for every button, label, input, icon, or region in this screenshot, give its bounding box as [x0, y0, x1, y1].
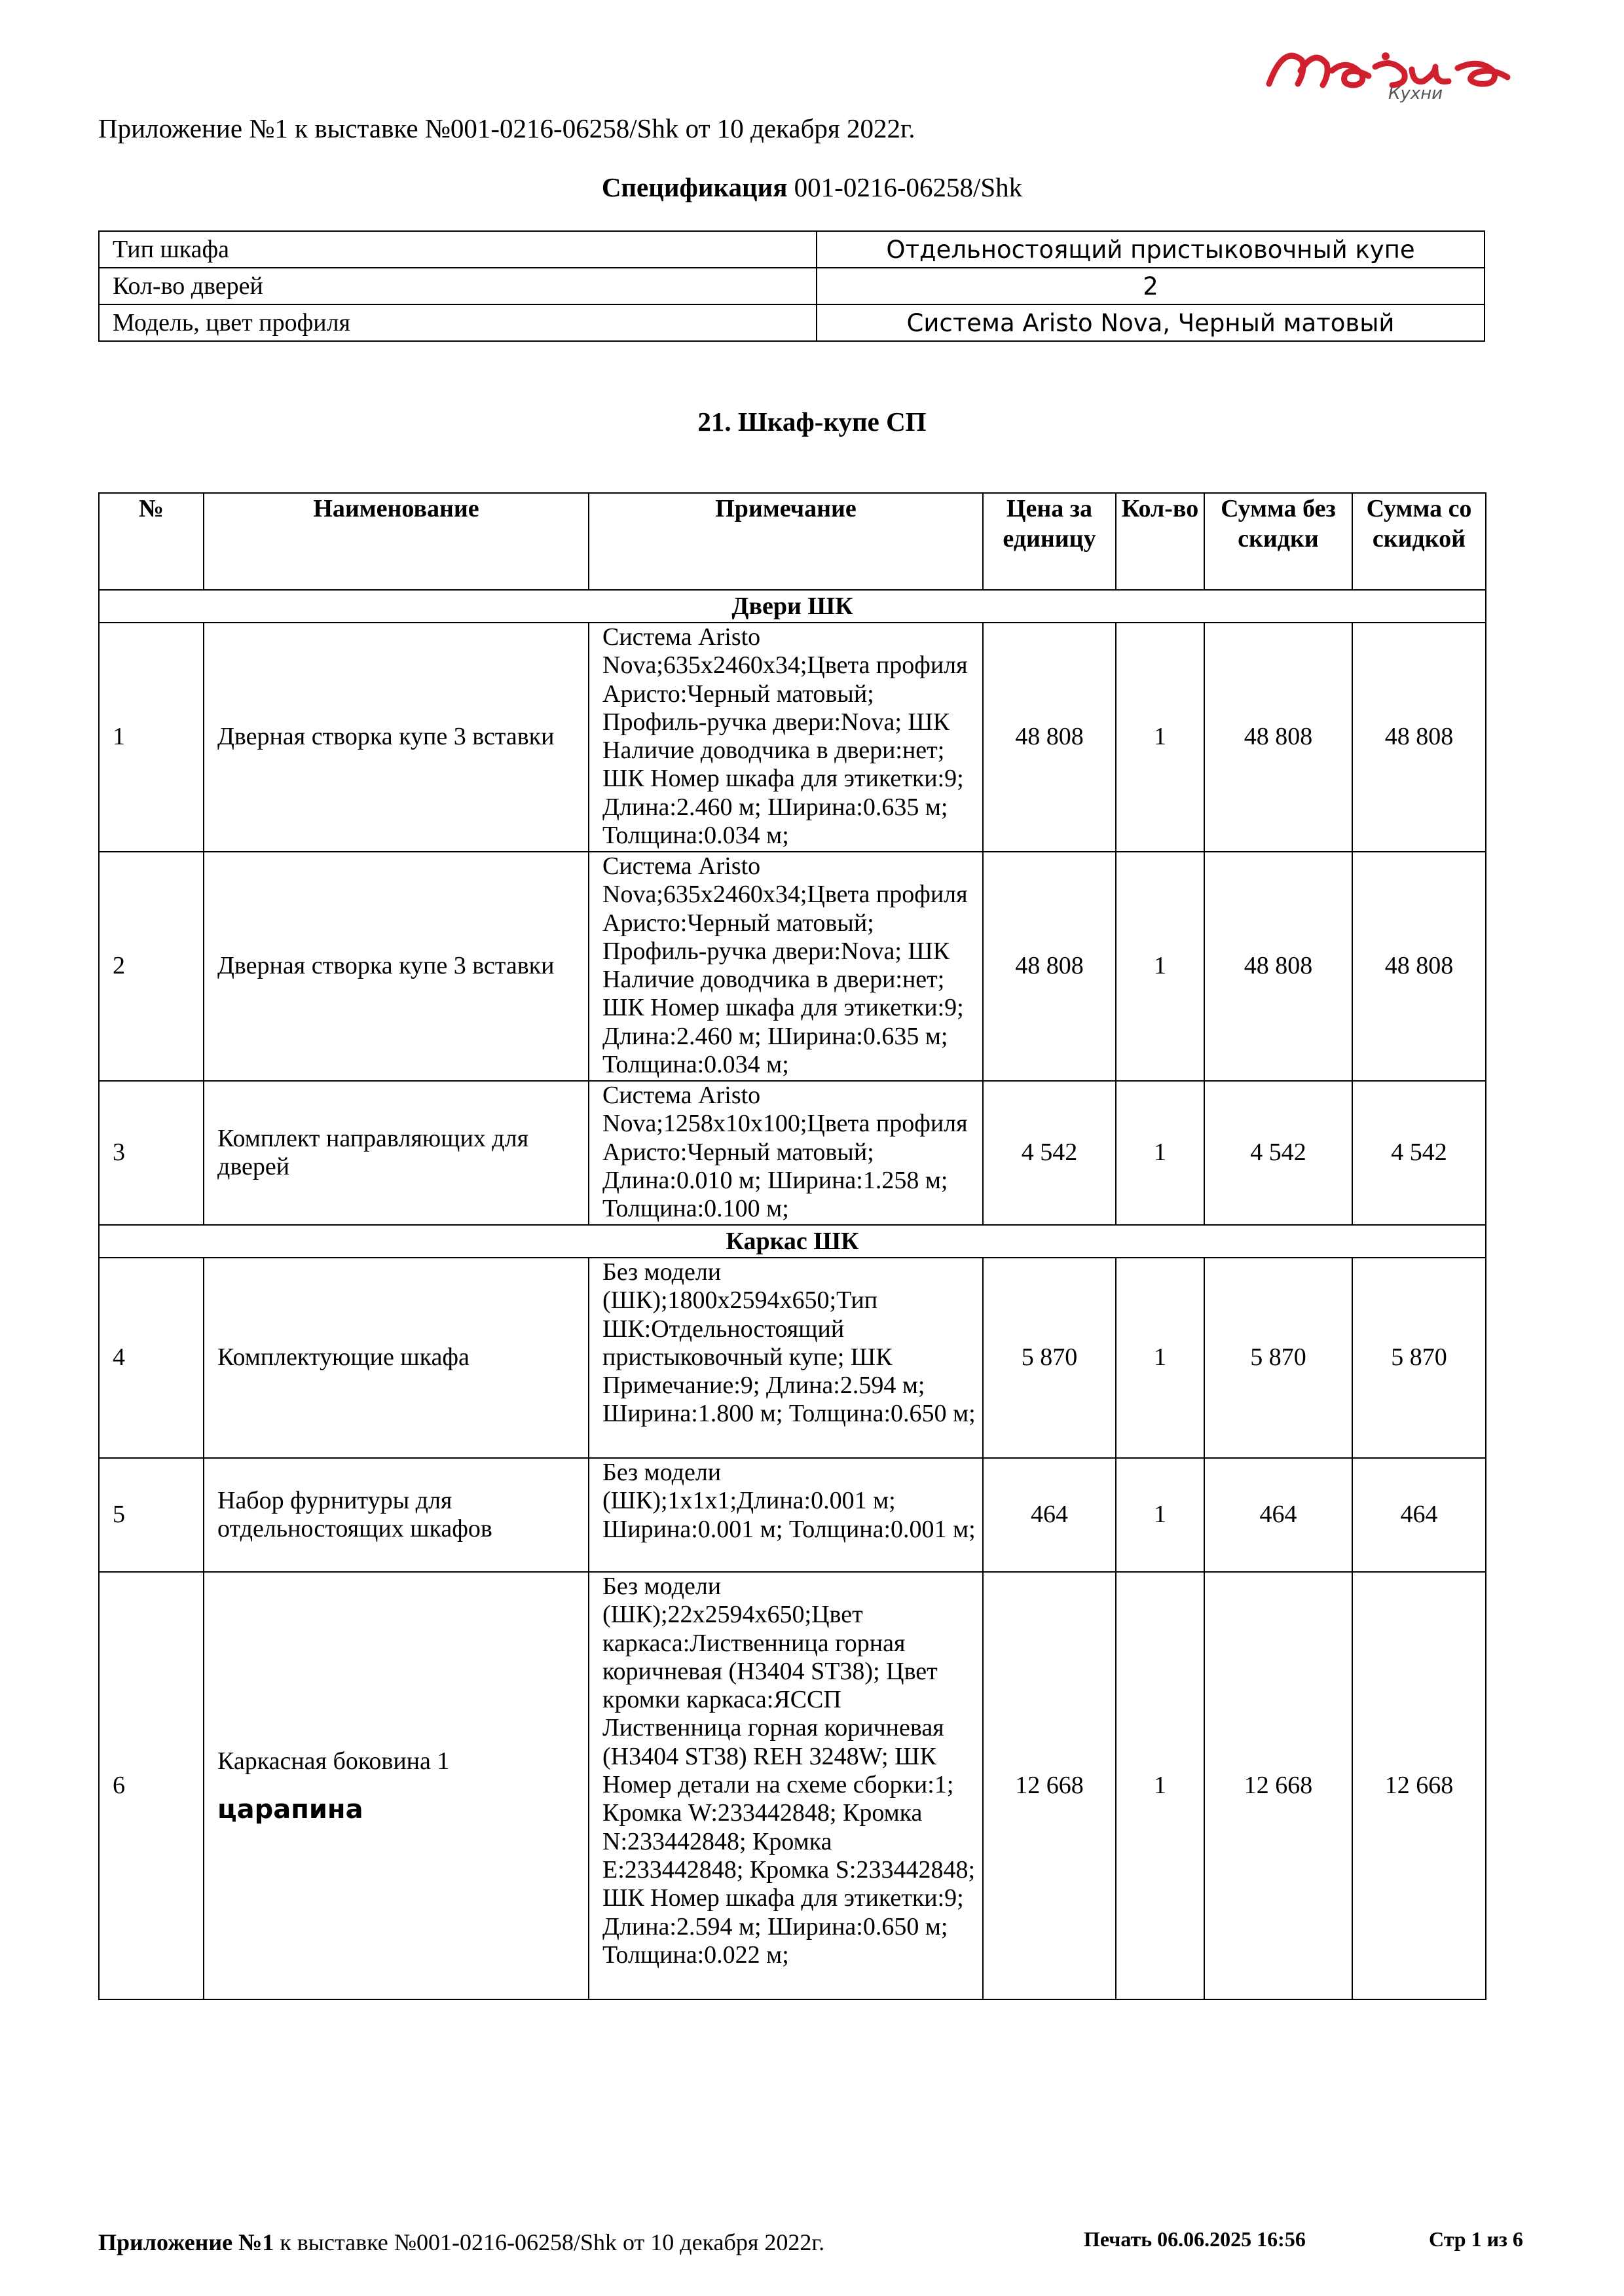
row-sum-discount: 48 808: [1352, 623, 1486, 852]
info-key: Кол-во дверей: [99, 268, 817, 304]
row-name: Дверная створка купе 3 вставки: [204, 852, 589, 1081]
row-sum-discount: 12 668: [1352, 1572, 1486, 1999]
handwritten-note: царапина: [217, 1795, 363, 1825]
row-no: 4: [99, 1258, 204, 1458]
spec-title: [0, 172, 1624, 203]
row-name: Набор фурнитуры для отдельностоящих шкафов: [204, 1458, 589, 1572]
row-sum: 48 808: [1204, 852, 1352, 1081]
wardrobe-info-table: [98, 230, 1485, 342]
row-price: 464: [983, 1458, 1116, 1572]
row-note: Без модели (ШК);22x2594x650;Цвет каркаса:Лиственница горная коричневая (H3404 ST38); Цвет кромки каркаса:ЯССП Лиственница горная коричневая (H3404 ST38) REH 3248W; ШК Номер детали на схеме сборки:1; Кромка W:233442848; Кромка N:233442848; Кромка E:233442848; Кромка S:233442848; ШК Номер шкафа для этикетки:9; Длина:2.594 м; Ширина:0.650 м; Толщина:0.022 м;: [589, 1572, 983, 1999]
row-qty: 1: [1116, 623, 1204, 852]
section-title: 21. Шкаф-купе СП: [697, 407, 927, 437]
table-row: [99, 852, 1486, 1081]
row-note: Без модели (ШК);1800x2594x650;Тип ШК:Отдельностоящий пристыковочный купе; ШК Примечание:9; Длина:2.594 м; Ширина:1.800 м; Толщина:0.650 м;: [589, 1258, 983, 1458]
info-key: Тип шкафа: [99, 231, 817, 268]
logo-subtext: Кухни: [1388, 84, 1443, 103]
row-sum-discount: 5 870: [1352, 1258, 1486, 1458]
row-sum-discount: 4 542: [1352, 1081, 1486, 1225]
row-name: Каркасная боковина 1: [217, 1747, 450, 1775]
col-header-sum-discount: Сумма со скидкой: [1352, 493, 1486, 590]
table-header-row: [99, 493, 1486, 590]
row-note: Система Aristo Nova;635x2460x34;Цвета профиля Аристо:Черный матовый; Профиль-ручка двери:Nova; ШК Наличие доводчика в двери:нет; ШК Номер шкафа для этикетки:9; Длина:2.460 м; Ширина:0.635 м; Толщина:0.034 м;: [589, 623, 983, 852]
row-note: Система Aristo Nova;635x2460x34;Цвета профиля Аристо:Черный матовый; Профиль-ручка двери:Nova; ШК Наличие доводчика в двери:нет; ШК Номер шкафа для этикетки:9; Длина:2.460 м; Ширина:0.635 м; Толщина:0.034 м;: [589, 852, 983, 1081]
row-qty: 1: [1116, 1081, 1204, 1225]
info-key: Модель, цвет профиля: [99, 304, 817, 341]
appendix-title: Приложение №1 к выставке №001-0216-06258/Shk от 10 декабря 2022г.: [98, 113, 915, 143]
row-sum: 5 870: [1204, 1258, 1352, 1458]
row-price: 5 870: [983, 1258, 1116, 1458]
group-title: Каркас ШК: [99, 1225, 1486, 1258]
col-header-name: Наименование: [204, 493, 589, 590]
col-header-qty: Кол-во: [1116, 493, 1204, 590]
table-row: [99, 623, 1486, 852]
row-sum: 48 808: [1204, 623, 1352, 852]
row-note: Без модели (ШК);1x1x1;Длина:0.001 м; Ширина:0.001 м; Толщина:0.001 м;: [589, 1458, 983, 1572]
row-qty: 1: [1116, 1258, 1204, 1458]
spec-label: Спецификация: [601, 172, 788, 202]
row-sum-discount: 464: [1352, 1458, 1486, 1572]
footer-appendix: [98, 2229, 824, 2256]
col-header-no: №: [99, 493, 204, 590]
row-note: Система Aristo Nova;1258x10x100;Цвета профиля Аристо:Черный матовый; Длина:0.010 м; Ширина:1.258 м; Толщина:0.100 м;: [589, 1081, 983, 1225]
info-value: 2: [817, 268, 1485, 304]
info-row: [99, 304, 1485, 341]
row-qty: 1: [1116, 852, 1204, 1081]
table-row: [99, 1572, 1486, 1999]
row-price: 4 542: [983, 1081, 1116, 1225]
row-name: Комплект направляющих для дверей: [204, 1081, 589, 1225]
row-qty: 1: [1116, 1458, 1204, 1572]
table-row: [99, 1458, 1486, 1572]
row-no: 3: [99, 1081, 204, 1225]
group-header-row: [99, 590, 1486, 623]
row-name: Дверная створка купе 3 вставки: [204, 623, 589, 852]
row-qty: 1: [1116, 1572, 1204, 1999]
spec-number: 001-0216-06258/Shk: [794, 172, 1023, 202]
row-price: 12 668: [983, 1572, 1116, 1999]
footer-appendix-bold: Приложение №1: [98, 2229, 274, 2255]
info-row: [99, 268, 1485, 304]
row-sum: 12 668: [1204, 1572, 1352, 1999]
row-price: 48 808: [983, 623, 1116, 852]
row-no: 6: [99, 1572, 204, 1999]
col-header-price: Цена за единицу: [983, 493, 1116, 590]
table-row: [99, 1258, 1486, 1458]
logo-swoosh: [1269, 56, 1507, 85]
footer-appendix-rest: к выставке №001-0216-06258/Shk от 10 декабря 2022г.: [280, 2229, 825, 2255]
row-no: 5: [99, 1458, 204, 1572]
row-price: 48 808: [983, 852, 1116, 1081]
info-row: [99, 231, 1485, 268]
col-header-sum: Сумма без скидки: [1204, 493, 1352, 590]
row-name-cell: [204, 1572, 589, 1999]
row-no: 2: [99, 852, 204, 1081]
footer-print-date: Печать 06.06.2025 16:56: [1084, 2227, 1306, 2251]
row-name: Комплектующие шкафа: [204, 1258, 589, 1458]
row-no: 1: [99, 623, 204, 852]
col-header-note: Примечание: [589, 493, 983, 590]
info-value: Система Aristo Nova, Черный матовый: [817, 304, 1485, 341]
row-sum-discount: 48 808: [1352, 852, 1486, 1081]
row-sum: 4 542: [1204, 1081, 1352, 1225]
table-row: [99, 1081, 1486, 1225]
footer-page-number: Стр 1 из 6: [1429, 2227, 1523, 2251]
logo-dot: [1382, 52, 1390, 60]
row-sum: 464: [1204, 1458, 1352, 1572]
group-header-row: [99, 1225, 1486, 1258]
group-title: Двери ШК: [99, 590, 1486, 623]
items-table: [98, 492, 1486, 2000]
info-value: Отдельностоящий пристыковочный купе: [817, 231, 1485, 268]
